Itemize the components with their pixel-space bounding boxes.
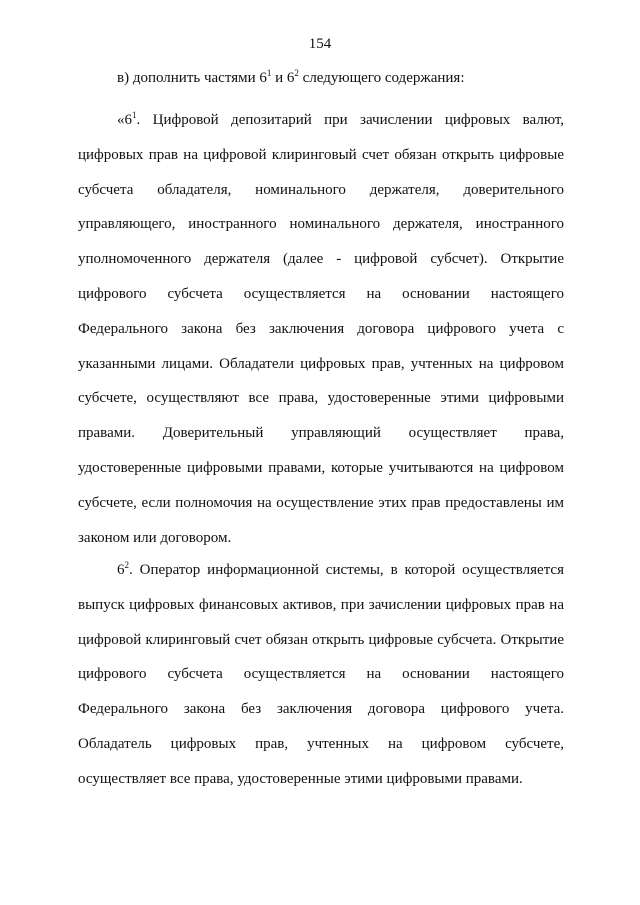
part-6-1-lead: «6 bbox=[117, 112, 132, 128]
intro-suffix: следующего содержания: bbox=[298, 70, 465, 86]
part-6-2-paragraph bbox=[78, 553, 564, 797]
part-6-2-lead: 6 bbox=[117, 562, 125, 578]
page-number: 154 bbox=[308, 36, 332, 52]
intro-sup-1: 1 bbox=[266, 68, 272, 78]
intro-sup-2: 2 bbox=[294, 68, 299, 78]
intro-prefix: в) дополнить частями 6 bbox=[117, 70, 267, 86]
part-6-1-paragraph bbox=[78, 103, 564, 555]
part-6-1-sup: 1 bbox=[132, 110, 137, 120]
part-6-1-text: . Цифровой депозитарий при зачислении цифровых валют, цифровых прав на цифровой клиринговый счет обязан открыть цифровые субсчета обладателя, номинального держателя, доверительного управляющего, иностранного номинального держателя, иностранного уполномоченного держателя (далее - цифровой субсчет). Открытие цифрового субсчета осуществляется на основании настоящего Федерального закона без заключения договора цифрового учета с указанными лицами. Обладатели цифровых прав, учтенных на цифровом субсчете, осуществляют все права, удостоверенные этими цифровыми правами. Доверительный управляющий осуществляет права, удостоверенные цифровыми правами, которые учитываются на цифровом субсчете, если полномочия на осуществление этих прав предоставлены им законом или договором. bbox=[78, 112, 564, 546]
amendment-intro bbox=[117, 70, 465, 87]
part-6-2-text: . Оператор информационной системы, в которой осуществляется выпуск цифровых финансовых активов, при зачислении цифровых прав на цифровой клиринговый счет обязан открыть цифровые субсчета. Открытие цифрового субсчета осуществляется на основании настоящего Федерального закона без заключения договора цифрового учета. Обладатель цифровых прав, учтенных на цифровом субсчете, осуществляет все права, удостоверенные этими цифровыми правами. bbox=[78, 562, 564, 787]
intro-middle: и 6 bbox=[271, 70, 295, 86]
part-6-2-sup: 2 bbox=[124, 560, 129, 570]
